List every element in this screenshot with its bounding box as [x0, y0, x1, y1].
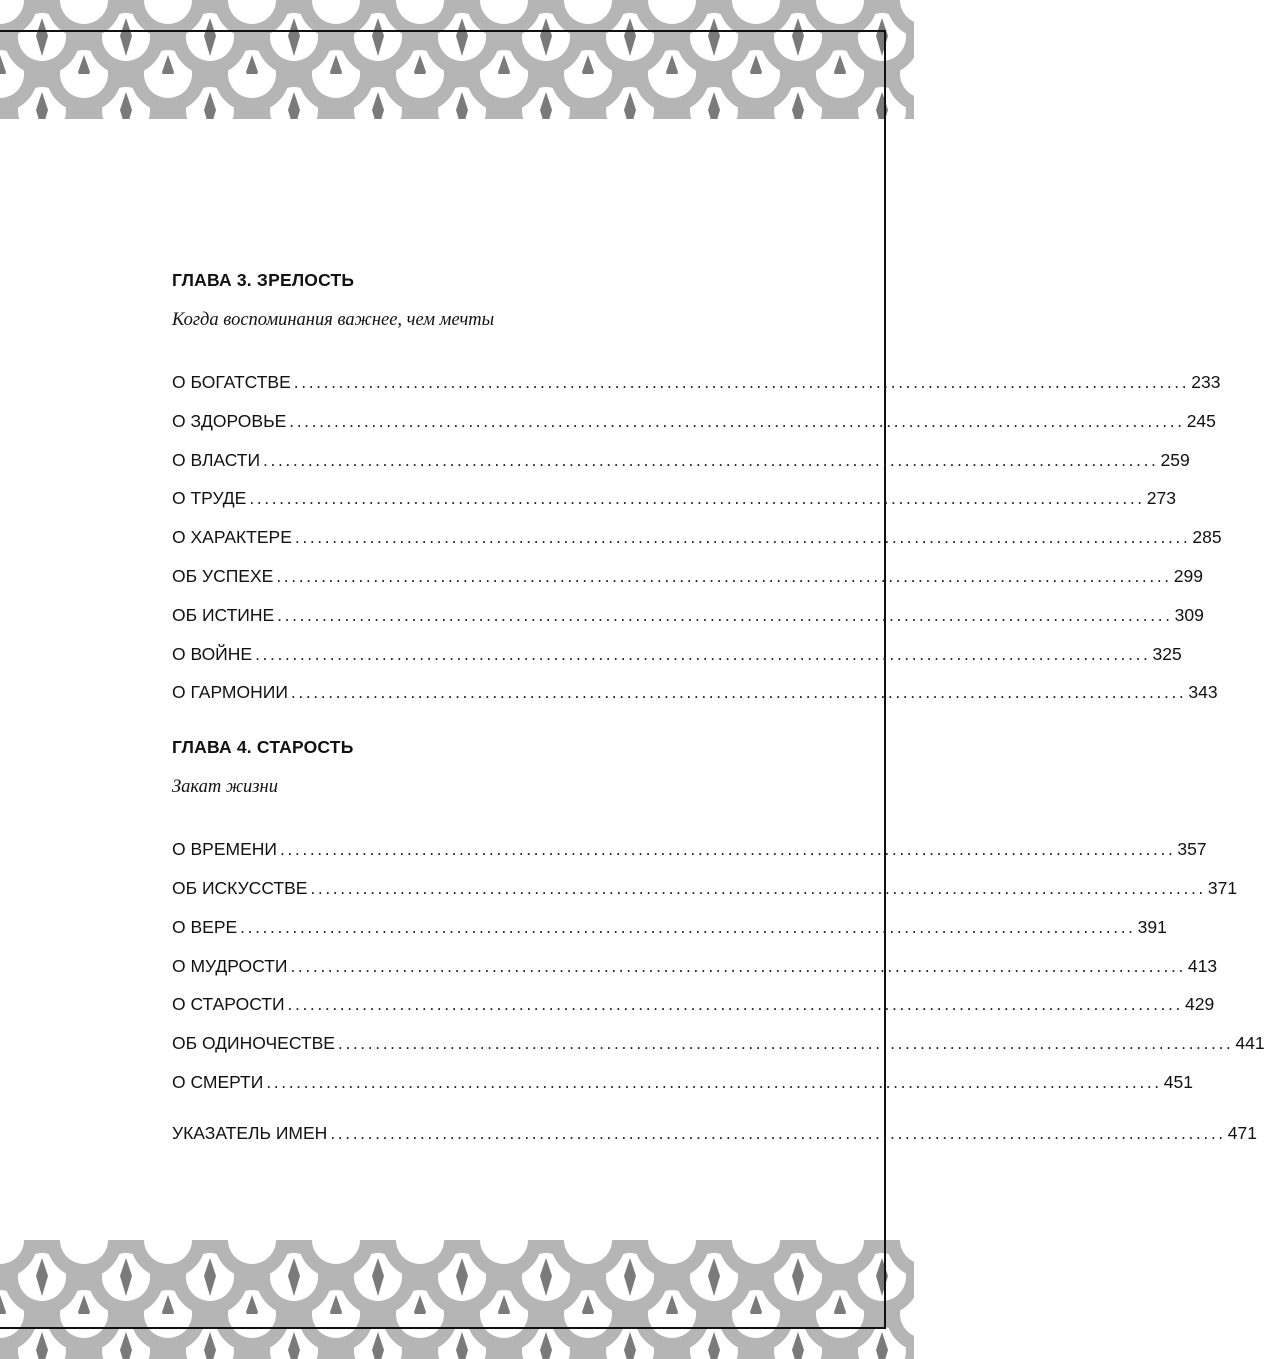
toc-entry-label: О БОГАТСТВЕ	[172, 372, 291, 392]
chapter-title: ГЛАВА 3. ЗРЕЛОСТЬ	[172, 270, 355, 290]
toc-entry-label: О ХАРАКТЕРЕ	[172, 527, 292, 548]
dot-leader: ........................................................................................................................	[263, 449, 1159, 470]
decorative-pattern-top	[0, 0, 914, 119]
chapter-subtitle: Когда воспоминания важнее, чем мечты	[172, 310, 495, 330]
dot-leader: ........................................................................................................................	[287, 994, 1183, 1015]
toc-entry[interactable]	[172, 913, 1167, 952]
toc-entry-page: 357	[1177, 839, 1207, 860]
toc-entry-label: О МУДРОСТИ	[172, 955, 288, 976]
toc-entry-index[interactable]	[172, 1119, 1257, 1158]
toc-entry-label: О ВРЕМЕНИ	[172, 839, 277, 860]
toc-entry-page: 299	[1173, 565, 1203, 586]
toc-entry[interactable]	[172, 368, 1221, 407]
toc-entry-label: ОБ ИСТИНЕ	[172, 604, 275, 625]
frame-bottom-line	[0, 1327, 886, 1329]
toc-entry-page: 343	[1188, 682, 1218, 703]
dot-leader: ........................................................................................................................	[290, 682, 1187, 703]
dot-leader: ........................................................................................................................	[337, 1033, 1234, 1054]
toc-entry[interactable]	[172, 1029, 1265, 1068]
dot-leader: ........................................................................................................................	[279, 839, 1176, 860]
frame-top-line	[0, 30, 886, 32]
toc-entry-label: О ВОЙНЕ	[172, 643, 253, 664]
toc-entry-label: О СТАРОСТИ	[172, 994, 285, 1015]
dot-leader: ........................................................................................................................	[277, 604, 1173, 625]
toc-entry-label: ОБ УСПЕХЕ	[172, 565, 274, 586]
toc-entry-page: 451	[1163, 1071, 1193, 1092]
toc-entry-label: О ЗДОРОВЬЕ	[172, 410, 287, 431]
toc-entry-label: УКАЗАТЕЛЬ ИМЕН	[172, 1122, 328, 1143]
toc-entry[interactable]	[172, 678, 1218, 717]
dot-leader: ........................................................................................................................	[290, 955, 1186, 976]
toc-entry-list	[172, 368, 1222, 717]
dot-leader: ........................................................................................................................	[310, 877, 1206, 898]
toc-entry-label: О СМЕРТИ	[172, 1071, 264, 1092]
toc-entry-page: 429	[1185, 994, 1215, 1015]
toc-entry-page: 413	[1187, 955, 1218, 976]
toc-entry[interactable]	[172, 874, 1238, 913]
toc-entry-page: 371	[1207, 877, 1238, 898]
toc-entry[interactable]	[172, 990, 1215, 1029]
dot-leader: ........................................................................................................................	[249, 488, 1145, 509]
chapter-section	[172, 266, 1222, 717]
decorative-pattern-bottom	[0, 1240, 914, 1359]
chapter-section	[172, 733, 1265, 1107]
chapter-subtitle: Закат жизни	[172, 777, 278, 798]
toc-entry[interactable]	[172, 601, 1204, 640]
toc-entry-list	[172, 835, 1265, 1107]
dot-leader: ........................................................................................................................	[294, 527, 1191, 548]
dot-leader: ........................................................................................................................	[266, 1071, 1162, 1092]
toc-entry-label: ОБ ИСКУССТВЕ	[172, 877, 308, 898]
dot-leader: ........................................................................................................................	[240, 916, 1136, 937]
toc-entry[interactable]	[172, 562, 1203, 601]
toc-entry-page: 285	[1192, 527, 1222, 548]
dot-leader: ........................................................................................................................	[255, 643, 1151, 664]
toc-entry-label: О ВЛАСТИ	[172, 449, 261, 470]
toc-entry-page: 391	[1137, 916, 1167, 937]
toc-entry-page: 325	[1152, 643, 1182, 664]
toc-entry[interactable]	[172, 1068, 1193, 1107]
toc-entry[interactable]	[172, 446, 1190, 485]
toc-entry-page: 273	[1146, 488, 1176, 509]
dot-leader: ........................................................................................................................	[293, 372, 1190, 392]
toc-entry-page: 441	[1235, 1033, 1265, 1054]
toc-entry-label: ОБ ОДИНОЧЕСТВЕ	[172, 1033, 335, 1054]
toc-entry-page: 309	[1174, 604, 1204, 625]
toc-entry-label: О ТРУДЕ	[172, 488, 247, 509]
dot-leader: ........................................................................................................................	[276, 565, 1172, 586]
toc-entry[interactable]	[172, 640, 1182, 679]
toc-entry-label: О ВЕРЕ	[172, 916, 238, 937]
dot-leader: ........................................................................................................................	[330, 1122, 1226, 1143]
toc-entry[interactable]	[172, 835, 1207, 874]
dot-leader: ........................................................................................................................	[289, 410, 1185, 431]
toc-entry-label: О ГАРМОНИИ	[172, 682, 288, 703]
toc-entry[interactable]	[172, 407, 1216, 446]
toc-entry-page: 245	[1186, 410, 1216, 431]
toc-entry-page: 471	[1227, 1122, 1257, 1143]
toc-entry[interactable]	[172, 952, 1218, 991]
toc-entry-page: 233	[1191, 372, 1221, 392]
toc-entry[interactable]	[172, 484, 1176, 523]
chapter-title: ГЛАВА 4. СТАРОСТЬ	[172, 737, 354, 758]
toc-entry[interactable]	[172, 523, 1222, 562]
toc-entry-page: 259	[1160, 449, 1190, 470]
table-of-contents	[172, 266, 1265, 1158]
